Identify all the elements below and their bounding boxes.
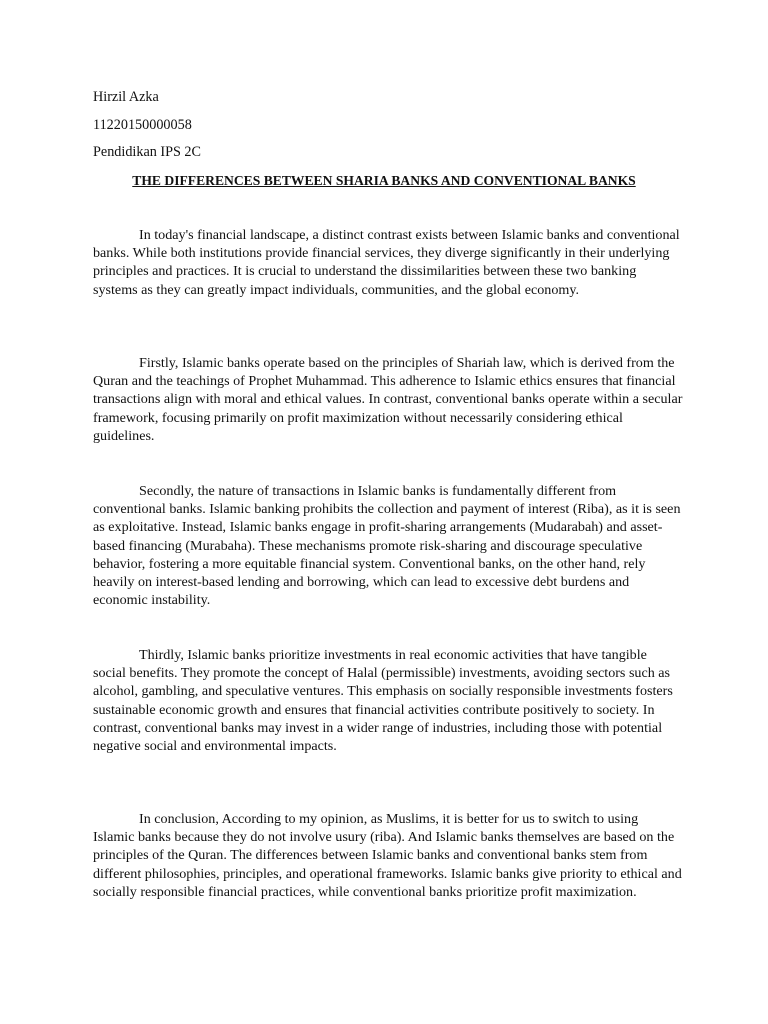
student-id: 11220150000058 <box>93 117 192 133</box>
paragraph-conclusion: In conclusion, According to my opinion, as Muslims, it is better for us to switch to using Islamic banks because they do not involve usury (riba). And Islamic banks themselves are based on the principles of the Quran. The differences between Islamic banks and conventional banks stem from different philosophies, principles, and operational frameworks. Islamic banks give priority to ethical and socially responsible financial practices, while conventional banks prioritize profit maximization. <box>93 811 682 900</box>
paragraph-secondly: Secondly, the nature of transactions in Islamic banks is fundamentally different from conventional banks. Islamic banking prohibits the collection and payment of interest (Riba), as it is seen as exploitative. Instead, Islamic banks engage in profit-sharing arrangements (Mudarabah) and asset-based financing (Murabaha). These mechanisms promote risk-sharing and discourage speculative behavior, fostering a more equitable financial system. Conventional banks, on the other hand, rely heavily on interest-based lending and borrowing, which can lead to excessive debt burdens and economic instability. <box>93 483 681 609</box>
paragraph-introduction: In today's financial landscape, a distinct contrast exists between Islamic banks and conventional banks. While both institutions provide financial services, they diverge significantly in their underlying principles and practices. It is crucial to understand the dissimilarities between these two banking systems as they can greatly impact individuals, communities, and the global economy. <box>93 227 680 298</box>
class-name: Pendidikan IPS 2C <box>93 144 201 160</box>
paragraph-thirdly: Thirdly, Islamic banks prioritize investments in real economic activities that have tangible social benefits. They promote the concept of Halal (permissible) investments, avoiding sectors such as alcohol, gambling, and speculative ventures. This emphasis on socially responsible investments fosters sustainable economic growth and ensures that financial activities contribute positively to society. In contrast, conventional banks may invest in a wider range of industries, including those with potential negative social and environmental impacts. <box>93 647 673 755</box>
author-name: Hirzil Azka <box>93 89 159 105</box>
paragraph-firstly: Firstly, Islamic banks operate based on the principles of Shariah law, which is derived from the Quran and the teachings of Prophet Muhammad. This adherence to Islamic ethics ensures that financial transactions align with moral and ethical values. In contrast, conventional banks operate within a secular framework, focusing primarily on profit maximization without necessarily considering ethical guidelines. <box>93 355 683 444</box>
document-title: THE DIFFERENCES BETWEEN SHARIA BANKS AND CONVENTIONAL BANKS <box>132 173 636 188</box>
